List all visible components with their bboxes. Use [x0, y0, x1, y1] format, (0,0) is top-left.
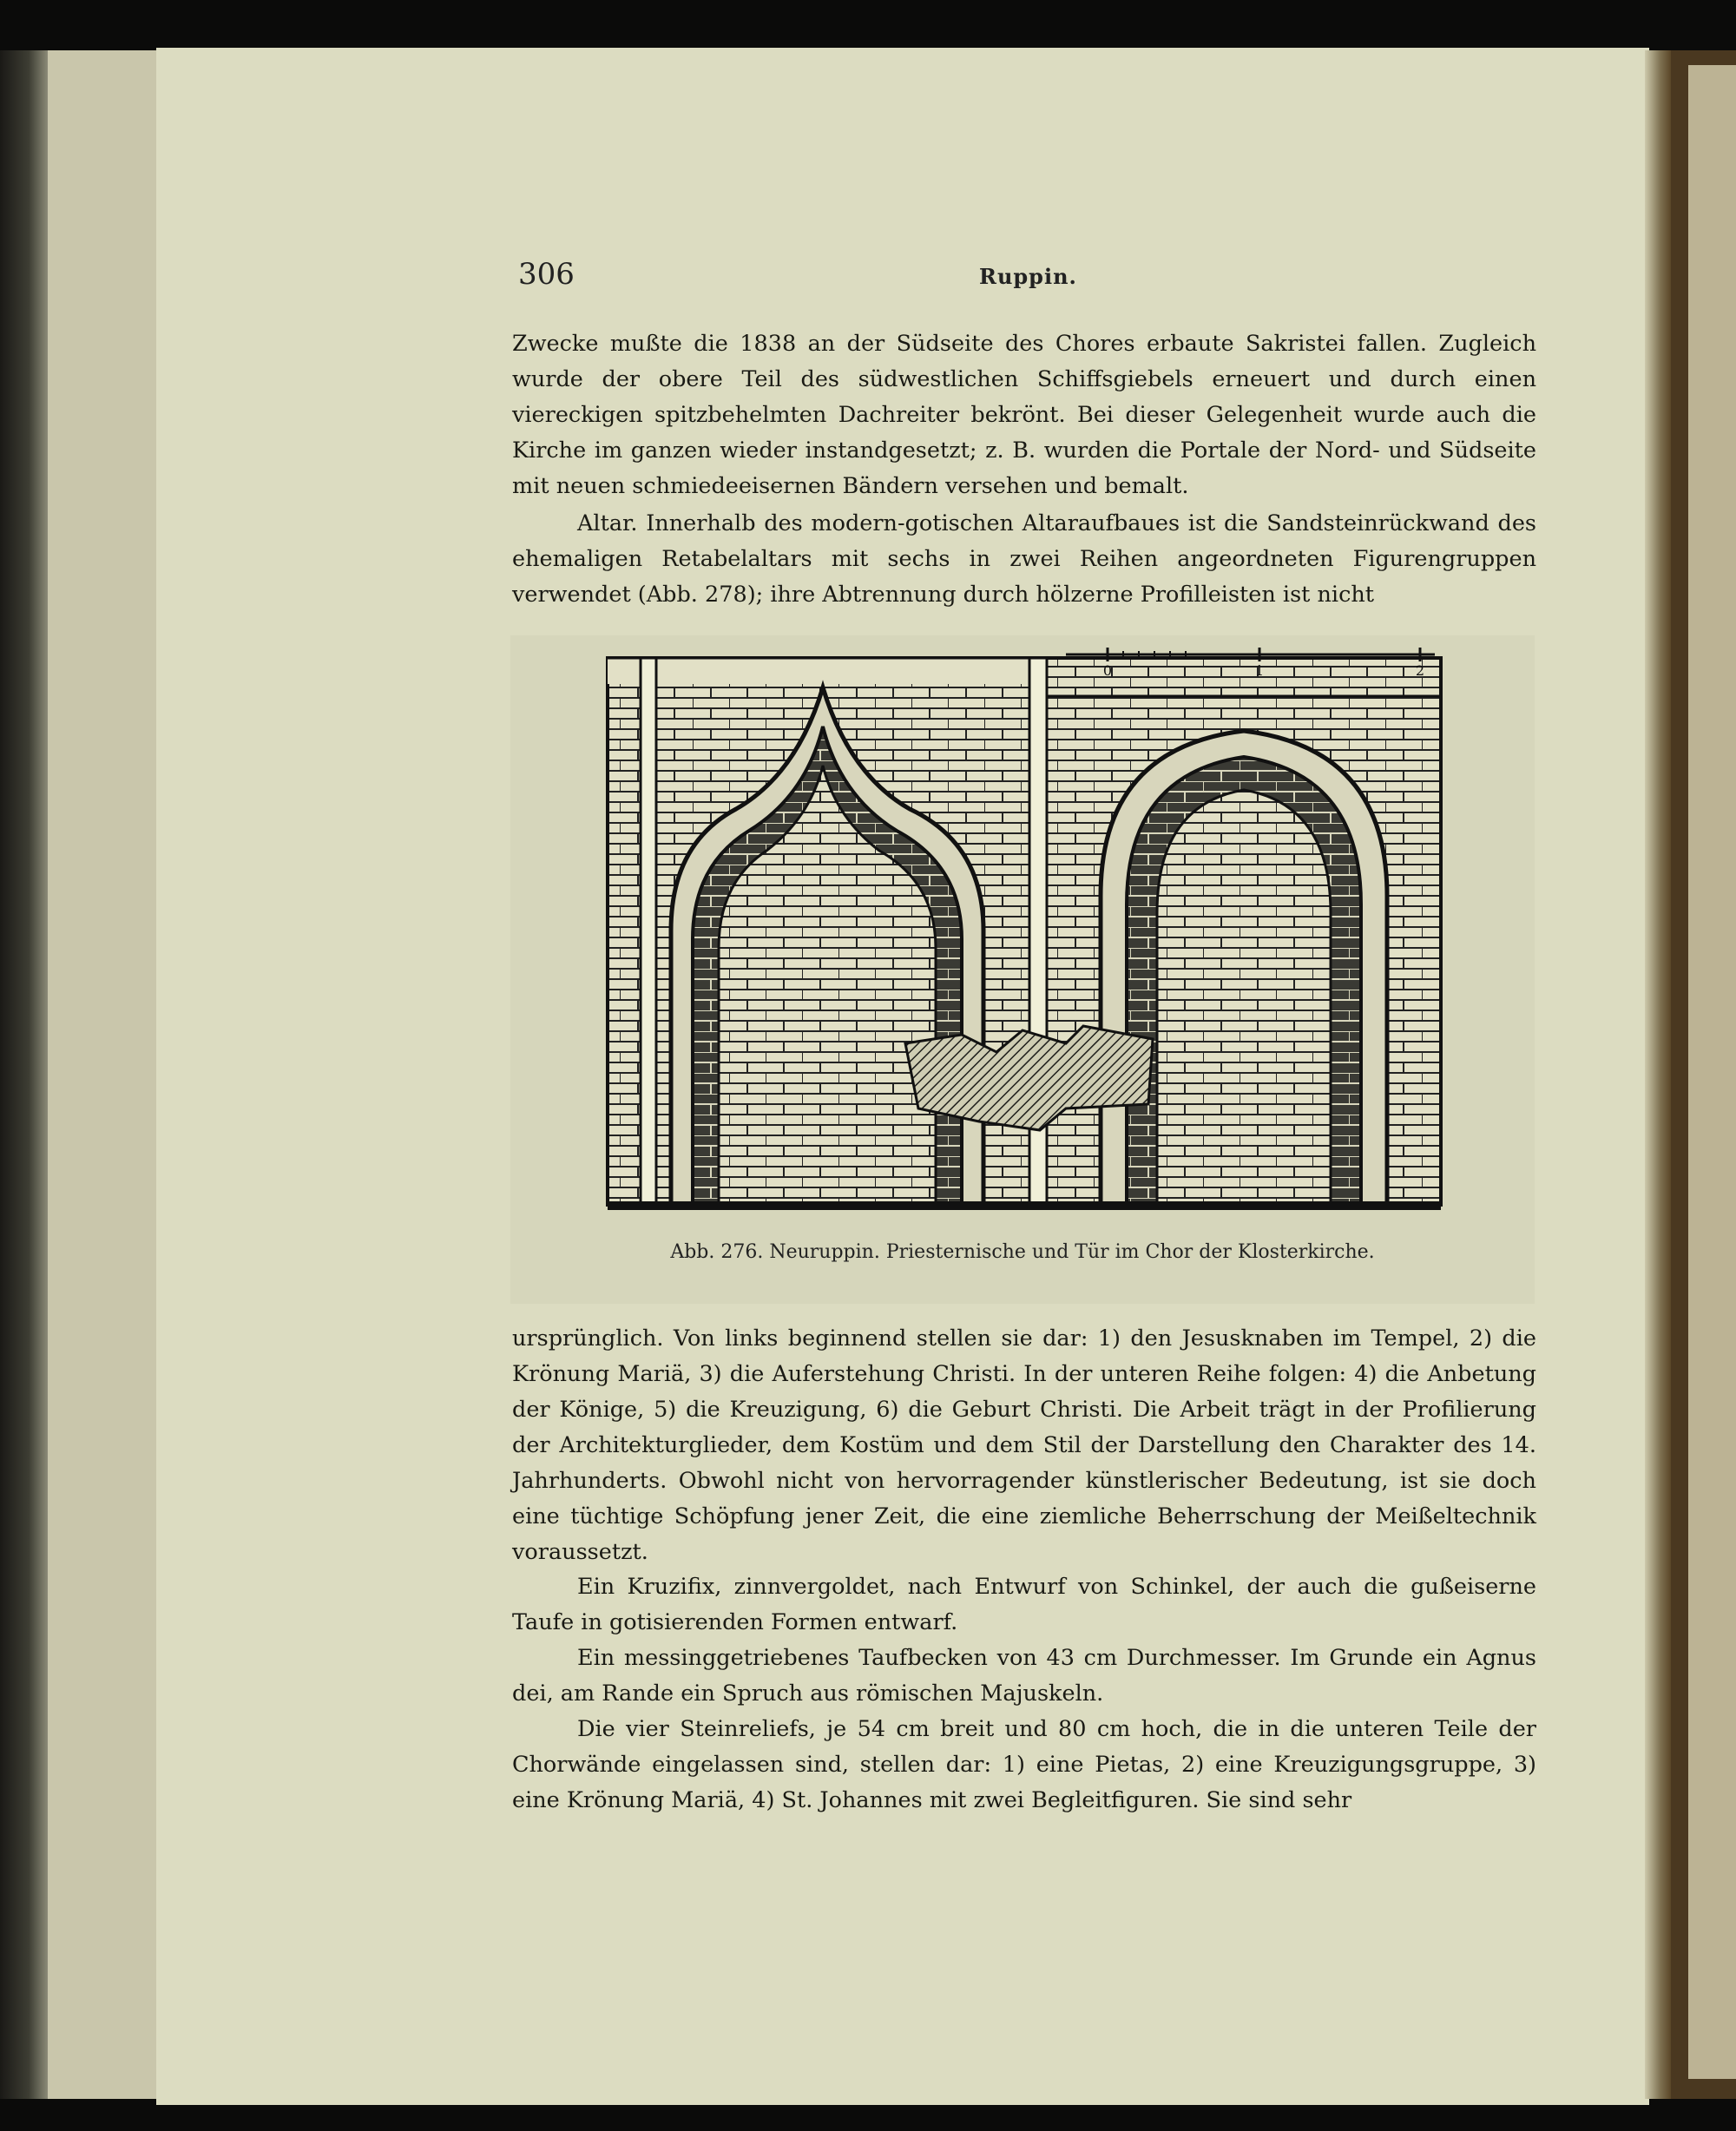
paragraph-4-text: Ein Kruzifix, zinnvergoldet, nach Entwurf von Schinkel, der auch die gußeiserne Taufe in gotisierenden Formen entwarf. — [512, 1574, 1536, 1635]
figure-panel — [510, 635, 1535, 1304]
scale-label-0: 0 — [1102, 662, 1113, 679]
paragraph-6-text: Die vier Steinreliefs, je 54 cm breit und 80 cm hoch, die in die unteren Teile der Chorwände eingelassen sind, stellen dar: 1) eine Pietas, 2) eine Kreuzigungsgruppe, 3) eine Krönung Mariä, 4) St. Johannes mit zwei Begleitfiguren. Sie sind sehr — [512, 1716, 1536, 1813]
facing-page-edge — [1688, 65, 1736, 2079]
book-edge-left — [0, 50, 48, 2099]
page-number: 306 — [518, 257, 575, 292]
figure-caption: Abb. 276. Neuruppin. Priesternische und Tür im Chor der Klosterkirche. — [670, 1241, 1375, 1263]
scale-label-2: 2 — [1415, 662, 1425, 679]
book-gutter — [1645, 50, 1671, 2099]
paragraph-4 — [512, 1569, 1536, 1641]
paragraph-5-text: Ein messinggetriebenes Taufbecken von 43 cm Durchmesser. Im Grunde ein Agnus dei, am Rande ein Spruch aus römischen Majuskeln. — [512, 1645, 1536, 1707]
running-head: Ruppin. — [979, 264, 1077, 289]
paragraph-2 — [512, 506, 1536, 613]
paragraph-5 — [512, 1641, 1536, 1712]
paragraph-2-text: Altar. Innerhalb des modern-gotischen Altaraufbaues ist die Sandsteinrückwand des ehemaligen Retabelaltars mit sechs in zwei Reihen angeordneten Figurengruppen verwendet (Abb. 278); ihre Abtrennung durch hölzerne Profilleisten ist nicht — [512, 510, 1536, 608]
paragraph-3: ursprünglich. Von links beginnend stellen sie dar: 1) den Jesusknaben im Tempel, 2) die Krönung Mariä, 3) die Auferstehung Christi. In der unteren Reihe folgen: 4) die Anbetung der Könige, 5) die Kreuzigung, 6) die Geburt Christi. Die Arbeit trägt in der Profilierung der Architekturglieder, dem Kostüm und dem Stil der Darstellung den Charakter des 14. Jahrhunderts. Obwohl nicht von hervorragender künstlerischer Bedeutung, ist sie doch eine tüchtige Schöpfung jener Zeit, die eine ziemliche Beherrschung der Meißeltechnik voraussetzt. — [512, 1325, 1536, 1565]
paragraph-1: Zwecke mußte die 1838 an der Südseite des Chores erbaute Sakristei fallen. Zugleich wurde der obere Teil des südwestlichen Schiffsgiebels erneuert und durch einen viereckigen spitzbehelmten Dachreiter bekrönt. Bei dieser Gelegenheit wurde auch die Kirche im ganzen wieder instandgesetzt; z. B. wurden die Portale der Nord- und Südseite mit neuen schmiedeeisernen Bändern versehen und bemalt. — [512, 331, 1536, 499]
brick-wall-engraving-icon — [510, 635, 1535, 1234]
paragraph-6 — [512, 1712, 1536, 1819]
scale-label-1: 1 — [1254, 662, 1265, 679]
